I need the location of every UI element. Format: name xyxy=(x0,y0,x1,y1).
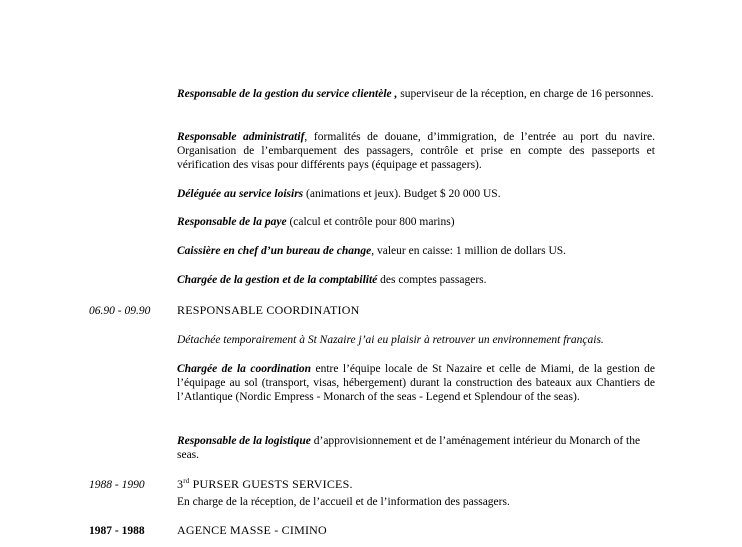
job-intro xyxy=(177,333,655,347)
duty-administrative xyxy=(177,130,655,173)
duty-lead: Chargée de la gestion et de la comptabilité xyxy=(177,274,378,286)
duty-text: , valeur en caisse: 1 million de dollars US. xyxy=(371,245,567,257)
duty-customer-service xyxy=(177,87,655,101)
duty-text: (calcul et contrôle pour 800 marins) xyxy=(286,216,455,228)
job-description-text: En charge de la réception, de l’accueil et de l’information des passagers. xyxy=(177,496,510,508)
duty-lead: Caissière en chef d’un bureau de change xyxy=(177,245,372,257)
job-date: 1987 - 1988 xyxy=(89,525,145,537)
duty-leisure xyxy=(177,187,655,201)
job-date: 1988 - 1990 xyxy=(89,479,145,491)
job-intro-text: Détachée temporairement à St Nazaire j’ai eu plaisir à retrouver un environnement français. xyxy=(177,334,604,346)
duty-payroll xyxy=(177,215,655,229)
job-title-superscript: rd xyxy=(183,477,190,485)
duty-text: d’approvisionnement et de l’aménagement intérieur du Monarch of the seas. xyxy=(177,435,641,462)
duty-lead: Responsable de la gestion du service clientèle , xyxy=(177,88,398,100)
duty-text: superviseur de la réception, en charge de 16 personnes. xyxy=(397,88,654,100)
duty-lead: Responsable de la logistique xyxy=(177,435,311,447)
duty-text: (animations et jeux). Budget $ 20 000 US. xyxy=(303,188,501,200)
job-title: AGENCE MASSE - CIMINO xyxy=(177,523,327,537)
duty-cashier xyxy=(177,244,655,258)
duty-lead: Déléguée au service loisirs xyxy=(177,188,304,200)
duty-lead: Responsable administratif xyxy=(177,131,305,143)
duty-logistics xyxy=(177,434,655,462)
duty-text: , formalités de douane, d’immigration, de l’entrée au port du navire. Organisation de l’embarquement des passagers, contrôle et prise en compte des passeports et vérification des visas pour différents pays (équipage et passagers). xyxy=(177,131,655,172)
job-title-text: PURSER GUESTS SERVICES. xyxy=(189,477,353,491)
duty-accounting xyxy=(177,273,655,287)
duty-text: entre l’équipe locale de St Nazaire et celle de Miami, de la gestion de l’équipage au sol (transport, visas, hébergement) durant la construction des bateaux aux Chantiers de l’Atlantique (Nordic Empress - Monarch of the seas - Legend et Splendour of the seas). xyxy=(177,363,655,404)
duty-lead: Responsable de la paye xyxy=(177,216,287,228)
duty-lead: Chargée de la coordination xyxy=(177,363,312,375)
job-title-number: 3 xyxy=(177,477,184,491)
job-description xyxy=(177,495,655,509)
job-title: RESPONSABLE COORDINATION xyxy=(177,303,360,317)
job-date: 06.90 - 09.90 xyxy=(89,305,151,317)
job-title xyxy=(177,477,353,491)
duty-coordination xyxy=(177,362,655,405)
duty-text: des comptes passagers. xyxy=(377,274,487,286)
